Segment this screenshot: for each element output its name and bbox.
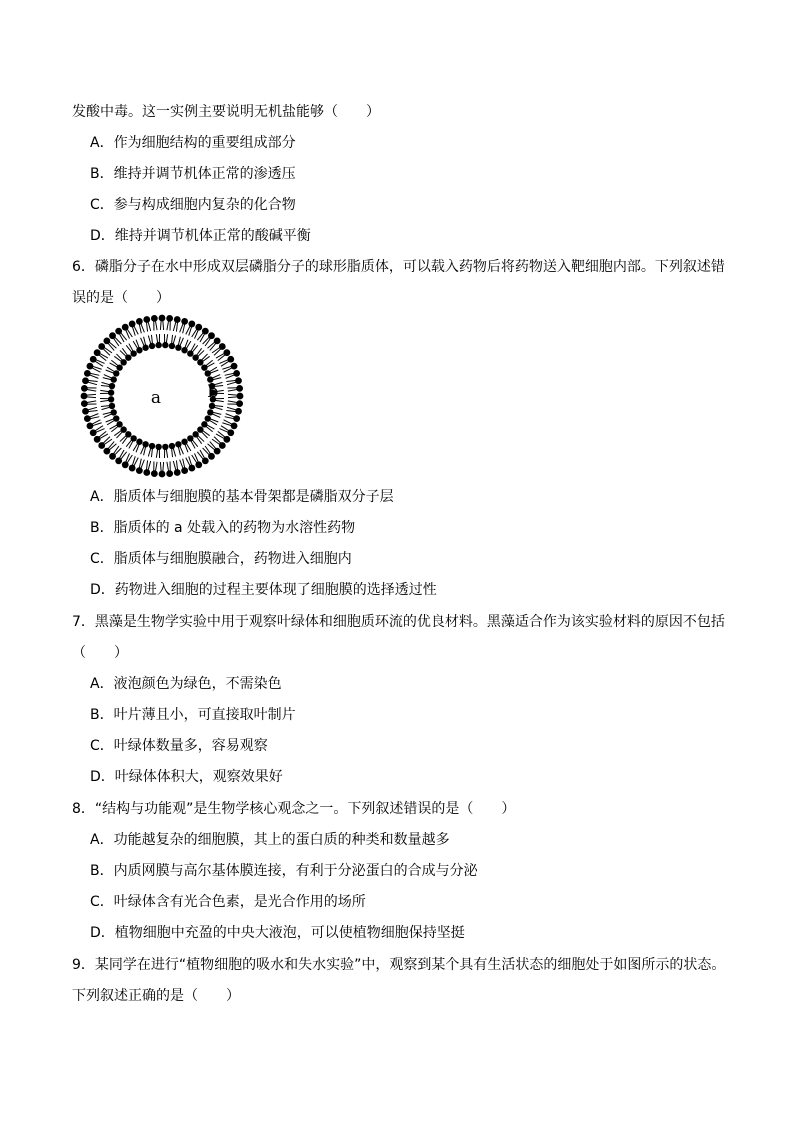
lipid-head [84, 415, 91, 422]
lipid-head [142, 441, 148, 447]
lipid-head [209, 403, 215, 409]
lipid-head [231, 363, 238, 370]
lipid-head [109, 383, 115, 389]
lipid-head [205, 415, 211, 421]
lipid-head [166, 315, 173, 322]
lipid-head [113, 370, 119, 376]
lipid-head [142, 345, 148, 351]
lipid-head [130, 435, 136, 441]
lipid-head [162, 444, 168, 450]
lipid-head [231, 422, 238, 429]
inner-phospholipid-layer [100, 334, 224, 458]
lipid-head [227, 429, 234, 436]
q8-option-b: B．内质网膜与高尔基体膜连接，有利于分泌蛋白的合成与分泌 [90, 863, 478, 879]
lipid-head [82, 377, 89, 384]
q5-stem: 发酸中毒。这一实例主要说明无机盐能够（ ） [72, 104, 380, 120]
q6-option-c: C．脂质体与细胞膜融合，药物进入细胞内 [90, 551, 352, 567]
lipid-head [81, 393, 88, 400]
q8-option-d: D．植物细胞中充盈的中央大液泡，可以使植物细胞保持坚挺 [90, 925, 465, 941]
q6-option-b: B．脂质体的 a 处载入的药物为水溶性药物 [90, 520, 356, 536]
lipid-head [159, 471, 166, 478]
lipid-head [169, 443, 175, 449]
lipid-head [98, 343, 105, 350]
q9-stem-line1: 9．某同学在进行“植物细胞的吸水和失水实验”中，观察到某个具有生活状态的细胞处于如图所示的状态。 [72, 957, 726, 973]
lipid-head [108, 396, 114, 402]
lipid-head [192, 431, 198, 437]
lipid-head [181, 439, 187, 445]
lipid-head [90, 356, 97, 363]
lipid-head [115, 457, 122, 464]
lipid-head [175, 441, 181, 447]
lipid-head [136, 347, 142, 353]
lipid-head [87, 422, 94, 429]
liposome-diagram [72, 313, 252, 479]
q5-option-b: B．维持并调节机体正常的渗透压 [90, 166, 296, 182]
lipid-head [162, 342, 168, 348]
lipid-head [169, 343, 175, 349]
lipid-head [159, 315, 166, 322]
lipid-head [192, 354, 198, 360]
q7-option-a: A．液泡颜色为绿色，不需染色 [90, 676, 282, 692]
lipid-head [181, 318, 188, 325]
q7-option-d: D．叶绿体体积大，观察效果好 [90, 769, 283, 785]
lipid-head [207, 409, 213, 415]
lipid-head [151, 470, 158, 477]
lipid-head [233, 415, 240, 422]
lipid-head [129, 465, 136, 472]
lipid-head [166, 470, 173, 477]
lipid-head [237, 393, 244, 400]
lipid-head [90, 429, 97, 436]
q6-stem-line1: 6．磷脂分子在水中形成双层磷脂分子的球形脂质体，可以载入药物后将药物送入靶细胞内部。下列叙述错 [72, 259, 725, 275]
lipid-head [214, 337, 221, 344]
lipid-head [143, 469, 150, 476]
lipid-head [125, 354, 131, 360]
lipid-head [201, 364, 207, 370]
lipid-head [235, 377, 242, 384]
lipid-head [136, 318, 143, 325]
lipid-head [236, 400, 243, 407]
lipid-head [219, 442, 226, 449]
lipid-head [113, 415, 119, 421]
lipid-head [197, 426, 203, 432]
lipid-head [202, 328, 209, 335]
lipid-head [136, 439, 142, 445]
lipid-head [201, 421, 207, 427]
lipid-head [208, 453, 215, 460]
lipid-head [195, 324, 202, 331]
q5-option-d: D．维持并调节机体正常的酸碱平衡 [90, 228, 311, 244]
lipid-head [149, 443, 155, 449]
q5-option-c: C．参与构成细胞内复杂的化合物 [90, 197, 296, 213]
lipid-head [235, 408, 242, 415]
lipid-head [81, 400, 88, 407]
lipid-head [205, 370, 211, 376]
label-b: b [207, 382, 219, 402]
q7-option-c: C．叶绿体数量多，容易观察 [90, 738, 268, 754]
lipid-head [202, 457, 209, 464]
lipid-head [223, 436, 230, 443]
lipid-head [197, 359, 203, 365]
lipid-head [103, 448, 110, 455]
lipid-head [236, 385, 243, 392]
lipid-head [214, 448, 221, 455]
lipid-head [175, 345, 181, 351]
lipid-head [187, 435, 193, 441]
lipid-head [109, 453, 116, 460]
q7-stem-line2: （ ） [72, 645, 128, 661]
lipid-head [233, 370, 240, 377]
lipid-head [98, 442, 105, 449]
lipid-head [109, 332, 116, 339]
lipid-head [122, 324, 129, 331]
lipid-head [94, 436, 101, 443]
lipid-head [155, 444, 161, 450]
lipid-head [174, 316, 181, 323]
label-a: a [150, 388, 162, 408]
lipid-head [116, 364, 122, 370]
lipid-head [94, 349, 101, 356]
lipid-head [82, 408, 89, 415]
lipid-head [120, 426, 126, 432]
lipid-head [219, 343, 226, 350]
lipid-head [103, 337, 110, 344]
lipid-head [181, 467, 188, 474]
lipid-head [129, 321, 136, 328]
outer-phospholipid-layer [81, 315, 244, 478]
lipid-head [151, 315, 158, 322]
lipid-head [149, 343, 155, 349]
lipid-head [111, 376, 117, 382]
q6-stem-line2: 误的是（ ） [72, 290, 170, 306]
lipid-head [208, 332, 215, 339]
q7-stem-line1: 7．黑藻是生物学实验中用于观察叶绿体和细胞质环流的优良材料。黑藻适合作为该实验材料的原因不包括 [72, 614, 725, 630]
lipid-head [136, 467, 143, 474]
lipid-head [84, 370, 91, 377]
q5-option-a: A．作为细胞结构的重要组成部分 [90, 135, 296, 151]
lipid-head [87, 363, 94, 370]
lipid-head [116, 421, 122, 427]
q9-stem-line2: 下列叙述正确的是（ ） [72, 988, 240, 1004]
q8-option-c: C．叶绿体含有光合色素，是光合作用的场所 [90, 894, 366, 910]
q6-option-a: A．脂质体与细胞膜的基本骨架都是磷脂双分子层 [90, 489, 394, 505]
lipid-head [81, 385, 88, 392]
lipid-head [130, 350, 136, 356]
lipid-head [122, 461, 129, 468]
lipid-head [174, 469, 181, 476]
q7-option-b: B．叶片薄且小，可直接取叶制片 [90, 707, 296, 723]
lipid-head [143, 316, 150, 323]
lipid-head [115, 328, 122, 335]
lipid-head [223, 349, 230, 356]
q6-option-d: D．药物进入细胞的过程主要体现了细胞膜的选择透过性 [90, 582, 437, 598]
q8-stem: 8．“结构与功能观”是生物学核心观念之一。下列叙述错误的是（ ） [72, 801, 516, 817]
lipid-head [155, 342, 161, 348]
lipid-head [120, 359, 126, 365]
lipid-head [109, 403, 115, 409]
lipid-head [108, 389, 114, 395]
lipid-head [188, 465, 195, 472]
lipid-head [188, 321, 195, 328]
lipid-head [111, 409, 117, 415]
lipid-head [227, 356, 234, 363]
lipid-head [195, 461, 202, 468]
lipid-head [125, 431, 131, 437]
liposome-figure [72, 313, 252, 479]
q8-option-a: A．功能越复杂的细胞膜，其上的蛋白质的种类和数量越多 [90, 832, 450, 848]
lipid-head [181, 347, 187, 353]
lipid-head [187, 350, 193, 356]
